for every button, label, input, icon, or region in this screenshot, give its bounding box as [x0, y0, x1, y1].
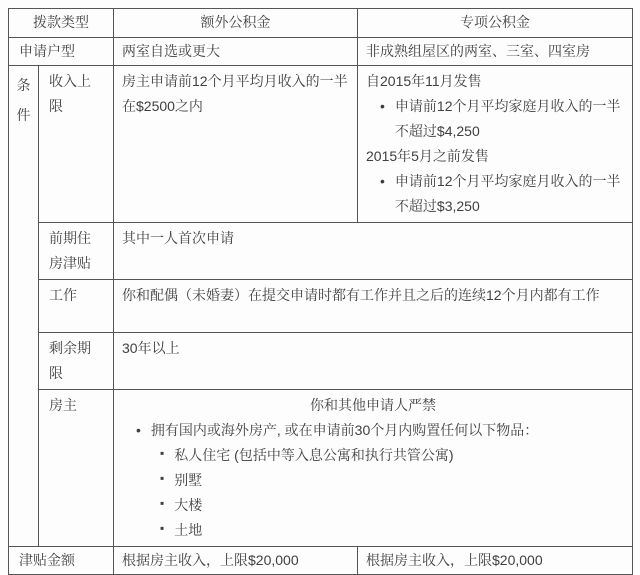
- ownership-sub-item-text: 别墅: [174, 472, 203, 489]
- ownership-heading: 你和其他申请人严禁: [310, 397, 436, 414]
- prior-grant-value: 其中一人首次申请: [114, 222, 633, 279]
- conditions-label: 条件: [9, 66, 39, 547]
- remaining-lease-row: [9, 333, 633, 390]
- ownership-value: [114, 390, 633, 546]
- work-row: [9, 280, 633, 333]
- header-grant-type: 拨款类型: [9, 9, 114, 38]
- apply-type-special-value: 非成熟组屋区的两室、三室、四室房: [358, 37, 633, 66]
- ownership-label: 房主: [39, 390, 114, 546]
- ownership-row: [9, 390, 633, 546]
- ownership-sub-item: [122, 518, 624, 543]
- remaining-lease-value: 30年以上: [114, 333, 633, 390]
- income-section2-bullet-text: 申请前12个月平均家庭月收入的一半不超过$3,250: [394, 172, 621, 214]
- income-section2-title: 2015年5月之前发售: [366, 147, 489, 164]
- prior-grant-row: [9, 222, 633, 279]
- grant-amount-label: 津贴金额: [9, 546, 114, 575]
- table-header-row: [9, 9, 633, 38]
- apply-type-extra-value: 两室自选或更大: [114, 37, 358, 66]
- income-cap-row: [9, 66, 633, 222]
- ownership-sub-item-text: 私人住宅 (包括中等入息公寓和执行共管公寓): [174, 447, 454, 464]
- grant-amount-extra-value: 根据房主收入，上限$20,000: [114, 546, 358, 575]
- header-extra-fund: 额外公积金: [114, 9, 358, 38]
- apply-type-label: 申请户型: [9, 37, 114, 66]
- income-section1-bullet: [366, 94, 624, 144]
- ownership-sub-item-text: 土地: [174, 521, 203, 538]
- dot-bullet-icon: •: [380, 172, 385, 189]
- square-bullet-icon: ▪: [160, 496, 165, 510]
- dot-bullet-icon: •: [380, 98, 385, 115]
- apply-type-row: [9, 37, 633, 66]
- income-cap-label: 收入上限: [39, 66, 114, 222]
- income-section2-bullet: [366, 169, 624, 219]
- ownership-sub-item: [122, 468, 624, 493]
- square-bullet-icon: ▪: [160, 446, 165, 461]
- ownership-bullet-text: 拥有国内或海外房产, 或在申请前30个月内购置任何以下物品：: [150, 422, 539, 439]
- ownership-bullet: [122, 418, 624, 443]
- housing-grant-table: [8, 8, 633, 575]
- grant-amount-row: [9, 546, 633, 575]
- square-bullet-icon: ▪: [160, 471, 165, 486]
- remaining-lease-label: 剩余期限: [39, 333, 114, 390]
- income-section1-title: 自2015年11月发售: [366, 73, 482, 90]
- grant-amount-special-value: 根据房主收入，上限$20,000: [358, 546, 633, 575]
- income-cap-extra-value: 房主申请前12个月平均月收入的一半在$2500之内: [114, 66, 358, 222]
- dot-bullet-icon: •: [136, 422, 141, 439]
- square-bullet-icon: ▪: [160, 520, 165, 535]
- income-section1-bullet-text: 申请前12个月平均家庭月收入的一半不超过$4,250: [394, 98, 621, 139]
- ownership-sub-item: [122, 443, 624, 468]
- work-value: 你和配偶（未婚妻）在提交申请时都有工作并且之后的连续12个月内都有工作: [114, 280, 633, 333]
- header-special-fund: 专项公积金: [358, 9, 633, 38]
- prior-grant-label: 前期住房津贴: [39, 222, 114, 279]
- work-label: 工作: [39, 280, 114, 333]
- income-cap-special-value: [358, 66, 633, 222]
- ownership-sub-item-text: 大楼: [174, 497, 203, 513]
- ownership-sub-item: [122, 493, 624, 518]
